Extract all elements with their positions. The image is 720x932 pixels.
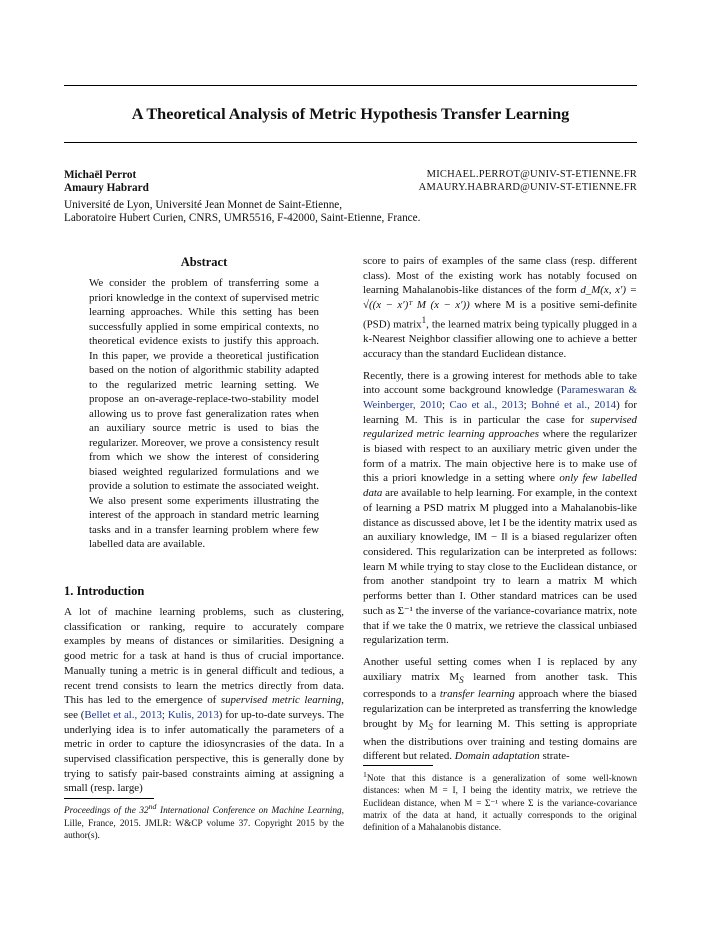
intro-paragraph: Recently, there is a growing interest for methods able to take into account some background knowledge (Parameswaran & Weinberger, 2010; Cao et al., 2013; Bohné et al., 2014) for learning M. This is in particular the case for supervised regularized metric learning approaches where the regularizer is biased with respect to an auxiliary metric given under the form of a matrix. The main objective here is to make use of this a priori knowledge in a setting where only few labelled data are available to help learning. For example, in the context of learning a PSD matrix M plugged into a Mahalanobis-like distance as discussed above, let I be the identity matrix used as an auxiliary knowledge, ‖M − I‖ is a biased regularizer often considered. This regularization can be interpreted as follows: learn M while trying to stay close to the Euclidean distance, or from another standpoint try to learn a matrix M which performs better than I. Other standard matrices can be used such as Σ⁻¹ the inverse of the variance-covariance matrix, note that if we take the 0 matrix, we retrieve the classical unbiased regularization term.	[363, 369, 638, 647]
author-row	[64, 181, 637, 195]
intro-paragraph: A lot of machine learning problems, such as clustering, classification or ranking, require to accurately compare examples by means of distances or similarities. Designing a good metric for a task at hand is thus of crucial importance. Manually tuning a metric is in general difficult and tedious, a recent trend consists to learn the metrics directly from data. This has led to the emergence of supervised metric learning, see (Bellet et al., 2013; Kulis, 2013) for up-to-date surveys. The underlying idea is to infer automatically the parameters of a metric in order to capture the idiosyncrasies of the data. In a supervised classification perspective, this is generally done by trying to satisfy pair-based constraints aiming at assigning a small (resp. large)	[64, 606, 345, 795]
section-heading: 1. Introduction	[64, 584, 145, 598]
mahalanobis-formula: d_M(x, x′) = √((x − x′)ᵀ M (x − x′))	[363, 284, 637, 312]
abstract-heading: Abstract	[180, 255, 228, 269]
intro-paragraph: Another useful setting comes when I is replaced by any auxiliary matrix $M_S$ learned from another task. This corresponds to a transfer learning approach where the biased regularization can be interpreted as transferring the knowledge brought by $M_S$ for learning M. This setting is appropriate when the distributions over training and testing domains are different but related. Domain adaptation strate-	[363, 655, 637, 763]
author-name: Michaël Perrot	[64, 169, 137, 181]
affiliation-line: Université de Lyon, Université Jean Monnet de Saint-Etienne,	[64, 199, 343, 211]
author-email[interactable]: AMAURY.HABRARD@UNIV-ST-ETIENNE.FR	[418, 182, 637, 193]
title-rule-top	[64, 85, 637, 86]
author-name: Amaury Habrard	[64, 182, 149, 194]
footnote-rule	[64, 798, 154, 799]
citation-link[interactable]: Bellet et al., 2013	[84, 708, 162, 721]
citation-link[interactable]: Cao et al., 2013	[449, 398, 524, 411]
paper-title: A Theoretical Analysis of Metric Hypothesis Transfer Learning	[131, 104, 570, 123]
author-row	[64, 168, 637, 182]
author-email[interactable]: MICHAEL.PERROT@UNIV-ST-ETIENNE.FR	[426, 169, 637, 180]
footnote: $^1$Note that this distance is a generalization of some well-known distances: when M = I, I being the identity matrix, we retrieve the Euclidean distance, when M = Σ⁻¹ where Σ is the variance-covariance matrix of the data at hand, it actually corresponds to the original definition of a Mahalanobis distance.	[363, 770, 637, 834]
intro-paragraph: score to pairs of examples of the same class (resp. different class). Most of the existing work has notably focused on learning Mahalanobis-like distances of the form d_M(x, x′) = √((x − x′)ᵀ M (x − x′)) where M is a positive semi-definite (PSD) matrix$^1$, the learned matrix being typically plugged in a k-Nearest Neighbor classifier allowing one to achieve a better accuracy than the standard Euclidean distance.	[363, 255, 638, 360]
footnote-mark: 1	[363, 770, 367, 779]
right-column	[363, 254, 637, 771]
affiliation-line: Laboratoire Hubert Curien, CNRS, UMR5516, F-42000, Saint-Etienne, France.	[64, 212, 421, 224]
proceedings-note: Proceedings of the 32nd International Conference on Machine Learning, Lille, France, 2015. JMLR: W&CP volume 37. Copyright 2015 by the author(s).	[64, 802, 344, 842]
citation-link[interactable]: Bohné et al., 2014	[531, 398, 617, 411]
citation-link[interactable]: Kulis, 2013	[167, 708, 219, 721]
title-rule-bottom	[64, 142, 637, 143]
footnote-rule	[363, 765, 433, 766]
citation-link[interactable]: Parameswaran & Weinberger, 2010	[363, 384, 637, 411]
footnote-ref[interactable]: 1	[421, 314, 427, 325]
abstract-text: We consider the problem of transferring some a priori knowledge in the context of supervised metric learning approaches. While this setting has been successfully applied in some empirical contexts, no theoretical evidence exists to justify this approach. In this paper, we provide a theoretical justification based on the notion of algorithmic stability adapted to the regularized metric learning setting. We propose an on-average-replace-two-stability model allowing us to prove fast generalization rates when an auxiliary source metric is used to bias the regularizer. Moreover, we prove a consistency result from which we show the interest of considering biased weighted regularized formulations and we provide a solution to estimate the associated weight. We also present some experiments illustrating the interest of the approach in standard metric learning tasks and in a transfer learning problem where few labelled data are available.	[89, 277, 319, 550]
